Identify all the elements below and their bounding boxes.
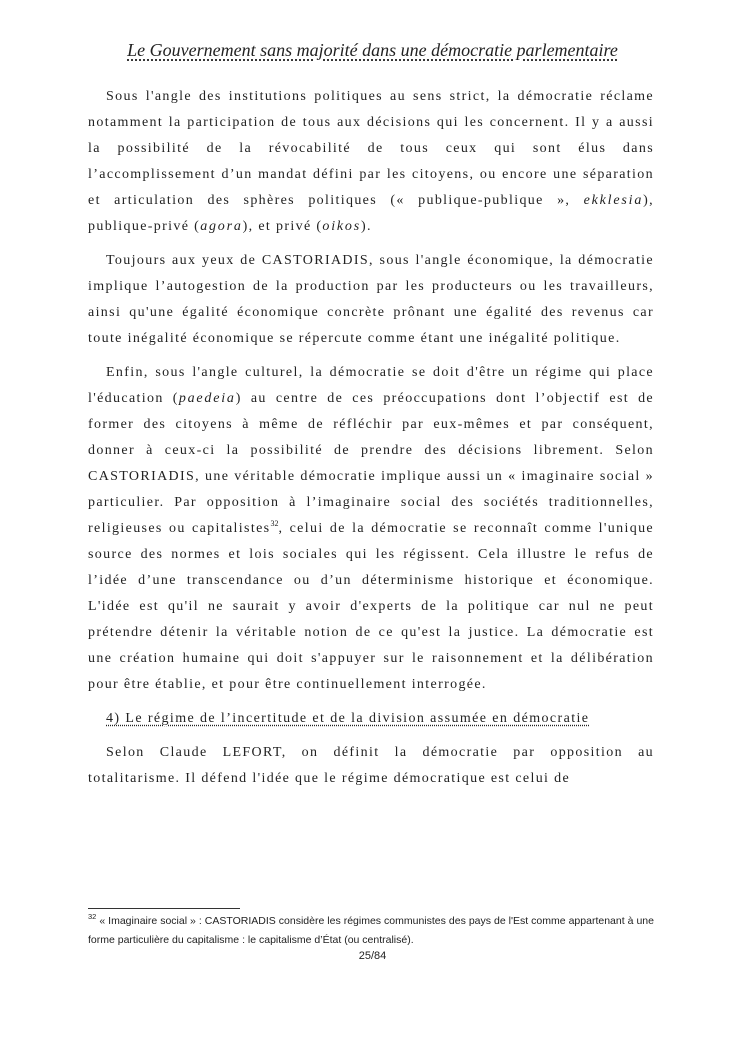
term-oikos: oikos bbox=[322, 219, 361, 234]
paragraph-lefort: Selon Claude LEFORT, on définit la démocratie par opposition au totalitarisme. Il défend l'idée que le régime démocratique est celui de bbox=[88, 745, 654, 786]
footnote-ref[interactable]: 32 bbox=[270, 519, 279, 528]
running-header: Le Gouvernement sans majorité dans une démocratie parlementaire bbox=[127, 40, 618, 60]
paragraph-institutions bbox=[88, 84, 654, 240]
paragraph-cultural bbox=[88, 360, 654, 698]
p1-text-end: ). bbox=[360, 219, 372, 234]
footnote-number: 32 bbox=[88, 912, 97, 921]
p1-text: Sous l'angle des institutions politiques au sens strict, la démocratie réclame notamment la participation de tous aux décisions qui les concernent. Il y a aussi la possibilité de la révocabilité de tous ceux qui sont élus dans l’accomplissement d’un mandat défini par les citoyens, ou encore une séparation et articulation des sphères politiques (« publique-publique », bbox=[88, 89, 654, 208]
footnote-text: « Imaginaire social » : CASTORIADIS considère les régimes communistes des pays de l'Est comme appartenant à une forme particulière du capitalisme : le capitalisme d’État (ou centralisé). bbox=[88, 915, 654, 946]
p1-text-2: ), publique-privé ( bbox=[88, 193, 654, 234]
footnote-separator bbox=[88, 908, 240, 909]
footnote bbox=[88, 912, 654, 950]
p3-text-2: ) au centre de ces préoccupations dont l’objectif est de former des citoyens à même de réfléchir par eux-mêmes et par conséquent, donner à ceux-ci la possibilité de prendre des décisions librement. Selon CASTORIADIS, une véritable démocratie implique aussi un « imaginaire social » particulier. Par opposition à l’imaginaire social des sociétés traditionnelles, religieuses ou capitalistes bbox=[88, 391, 654, 536]
term-paedeia: paedeia bbox=[178, 391, 236, 406]
p1-text-3: ), et privé ( bbox=[242, 219, 323, 234]
p3-text: Enfin, sous l'angle culturel, la démocratie se doit d'être un régime qui place l'éducation ( bbox=[88, 365, 654, 406]
section-heading bbox=[88, 706, 654, 732]
paragraph-economic: Toujours aux yeux de CASTORIADIS, sous l'angle économique, la démocratie implique l’autogestion de la production par les producteurs ou les travailleurs, ainsi qu'une égalité économique concrète prônant une égalité des revenus car toute inégalité économique se répercute comme étant une inégalité politique. bbox=[88, 253, 654, 346]
body-text bbox=[88, 84, 654, 800]
term-ekklesia: ekklesia bbox=[583, 193, 644, 208]
term-agora: agora bbox=[200, 219, 243, 234]
page-number: 25/84 bbox=[358, 950, 387, 962]
p3-text-3: , celui de la démocratie se reconnaît comme l'unique source des normes et lois sociales qui les régissent. Cela illustre le refus de l’idée d’une transcendance ou d’un déterminisme historique et économique. L'idée est qu'il ne saurait y avoir d'experts de la politique car nul ne peut prétendre détenir la véritable notion de ce qu'est la justice. La démocratie est une création humaine qui doit s'appuyer sur le raisonnement et la délibération pour être établie, et pour être continuellement interrogée. bbox=[88, 521, 654, 692]
section-heading-text: 4) Le régime de l’incertitude et de la division assumée en démocratie bbox=[106, 711, 590, 726]
